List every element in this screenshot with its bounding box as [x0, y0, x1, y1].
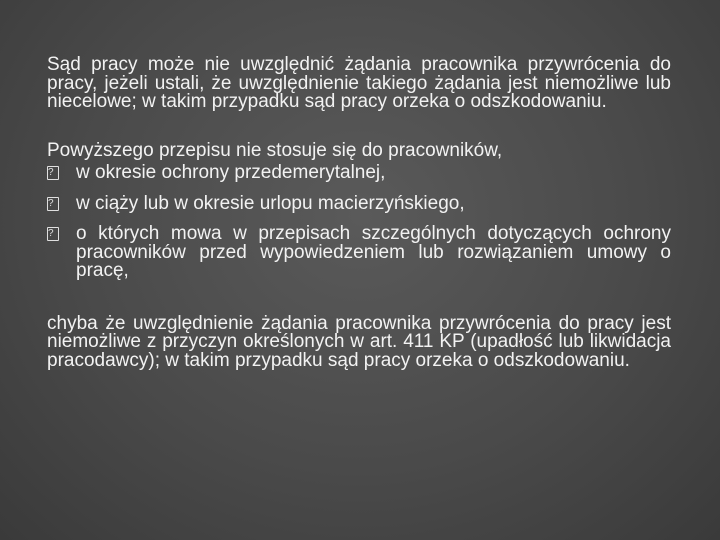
missing-glyph-bullet-icon: ? — [47, 227, 59, 241]
paragraph-exception-lead: Powyższego przepisu nie stosuje się do pracowników, — [47, 139, 503, 161]
exception-list — [47, 164, 671, 281]
list-item — [47, 225, 671, 281]
paragraph-conclusion: chyba że uwzględnienie żądania pracownika przywrócenia do pracy jest niemożliwe z przyczyn określonych w art. 411 KP (upadłość lub likwidacja pracodawcy); w takim przypadku sąd pracy orzeka o odszkodowaniu. — [47, 312, 671, 371]
list-item-text: o których mowa w przepisach szczególnych dotyczących ochrony pracowników przed wypowiedzeniem lub rozwiązaniem umowy o pracę, — [76, 223, 671, 281]
slide-content — [47, 56, 671, 370]
list-item-text: w okresie ochrony przedemerytalnej, — [76, 162, 386, 183]
list-item — [47, 164, 671, 183]
missing-glyph-bullet-icon: ? — [47, 197, 59, 211]
list-item — [47, 192, 671, 214]
list-item-text: w ciąży lub w okresie urlopu macierzyńskiego, — [76, 192, 465, 214]
missing-glyph-bullet-icon: ? — [47, 166, 59, 180]
paragraph-intro: Sąd pracy może nie uwzględnić żądania pracownika przywrócenia do pracy, jeżeli ustali, że uwzględnienie takiego żądania jest niemożliwe lub niecelowe; w takim przypadku sąd pracy orzeka o odszkodowaniu. — [47, 54, 671, 112]
